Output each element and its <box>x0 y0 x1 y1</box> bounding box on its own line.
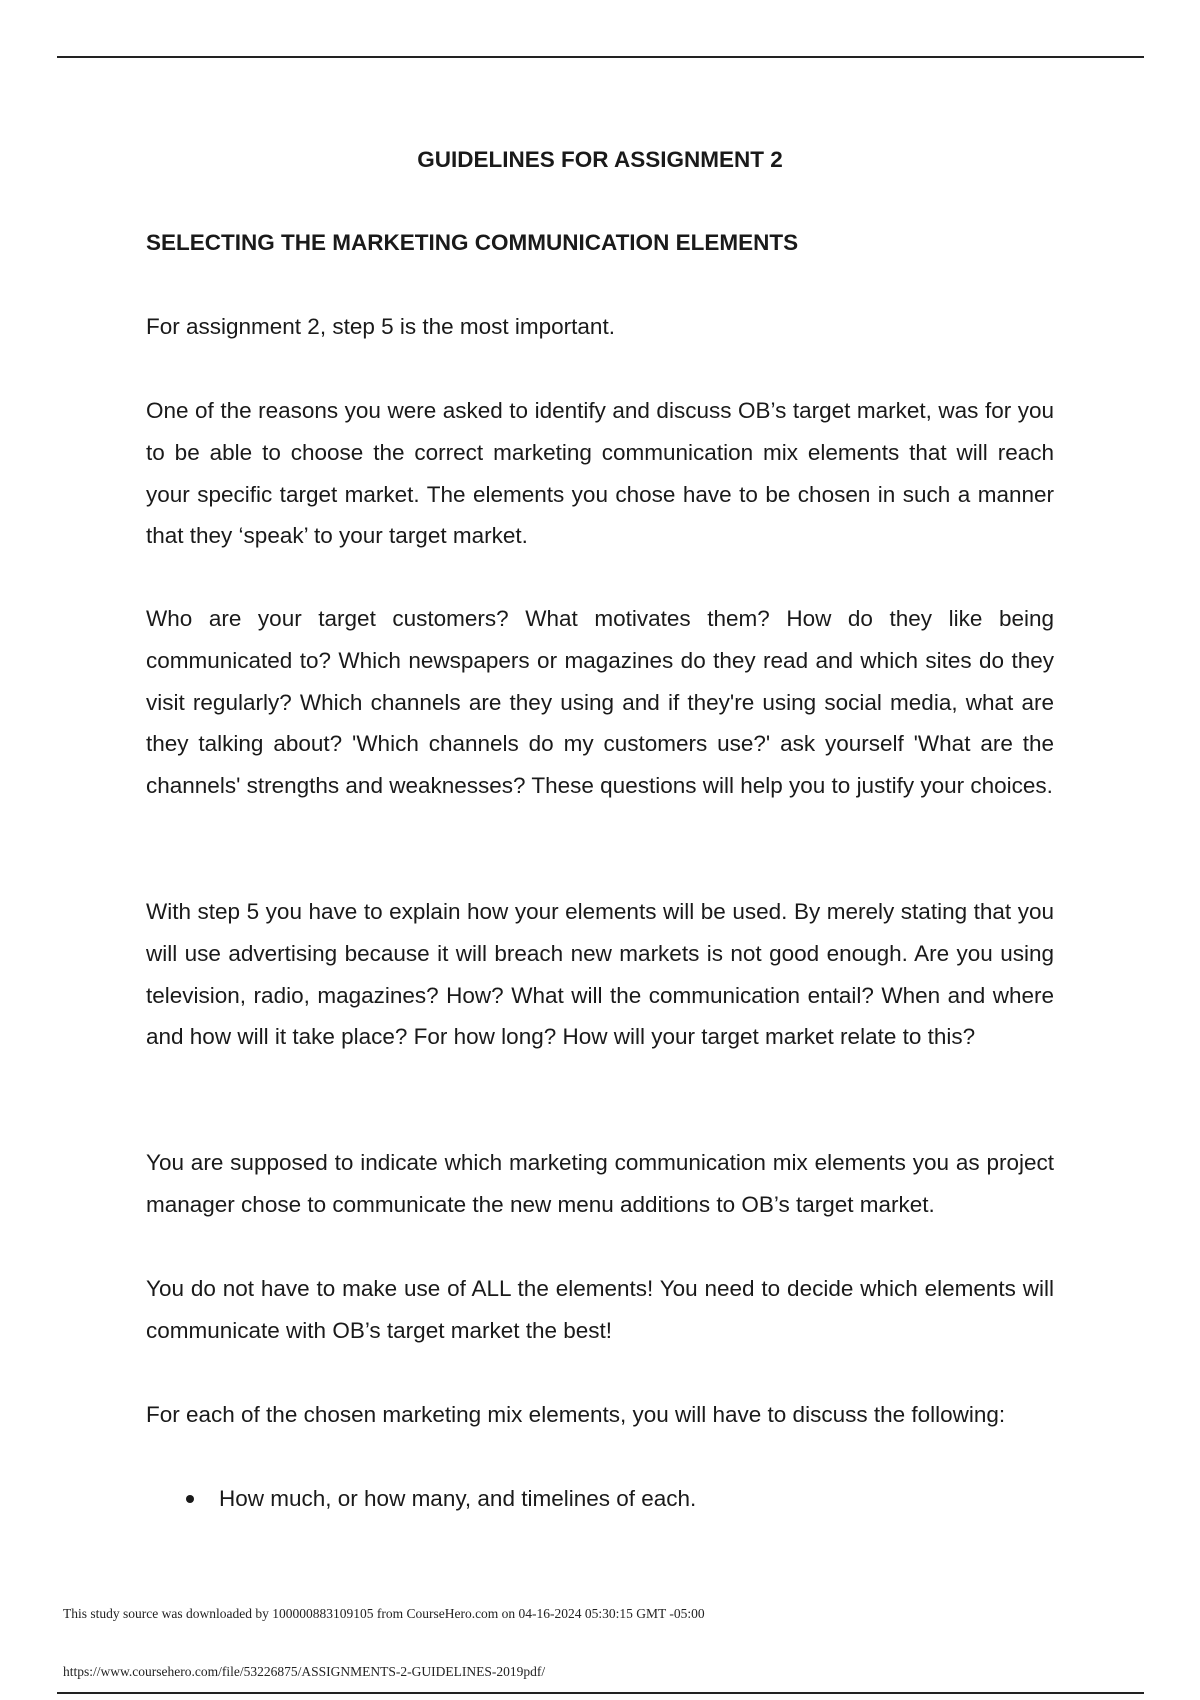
paragraph-discuss-following: For each of the chosen marketing mix elements, you will have to discuss the following: <box>146 1402 1006 1427</box>
paragraph-step-5: With step 5 you have to explain how your elements will be used. By merely stating that you will use advertising because it will breach new markets is not good enough. Are you using television, radio, magazines? How? What will the communication entail? When and where and how will it take place? For how long? How will your target market relate to this? <box>146 899 1054 1050</box>
list-item-text: How much, or how many, and timelines of each. <box>219 1486 697 1511</box>
paragraph-indicate-elements: You are supposed to indicate which marketing communication mix elements you as project manager chose to communicate the new menu additions to OB’s target market. <box>146 1150 1054 1217</box>
bullet-icon <box>186 1495 194 1503</box>
header-divider <box>57 56 1144 58</box>
paragraph-intro: For assignment 2, step 5 is the most important. <box>146 314 615 339</box>
footer-divider <box>57 1692 1144 1694</box>
paragraph-target-customers: Who are your target customers? What motivates them? How do they like being communicated to? Which newspapers or magazines do they read and which sites do they visit regularly? Which channels are they using and if they're using social media, what are they talking about? 'Which channels do my customers use?' ask yourself 'What are the channels' strengths and weaknesses? These questions will help you to justify your choices. <box>146 606 1054 799</box>
section-heading: SELECTING THE MARKETING COMMUNICATION ELEMENTS <box>146 230 799 255</box>
paragraph-all-elements: You do not have to make use of ALL the elements! You need to decide which elements will communicate with OB’s target market the best! <box>146 1276 1054 1343</box>
source-url[interactable]: https://www.coursehero.com/file/53226875/ASSIGNMENTS-2-GUIDELINES-2019pdf/ <box>63 1664 546 1679</box>
paragraph-target-market-reason: One of the reasons you were asked to identify and discuss OB’s target market, was for you to be able to choose the correct marketing communication mix elements that will reach your specific target market. The elements you chose have to be chosen in such a manner that they ‘speak’ to your target market. <box>146 398 1054 549</box>
download-notice: This study source was downloaded by 100000883109105 from CourseHero.com on 04-16-2024 05:30:15 GMT -05:00 <box>63 1606 705 1621</box>
list-item <box>146 1478 1054 1520</box>
bullet-list <box>146 1478 1054 1520</box>
page-title: GUIDELINES FOR ASSIGNMENT 2 <box>417 147 783 172</box>
